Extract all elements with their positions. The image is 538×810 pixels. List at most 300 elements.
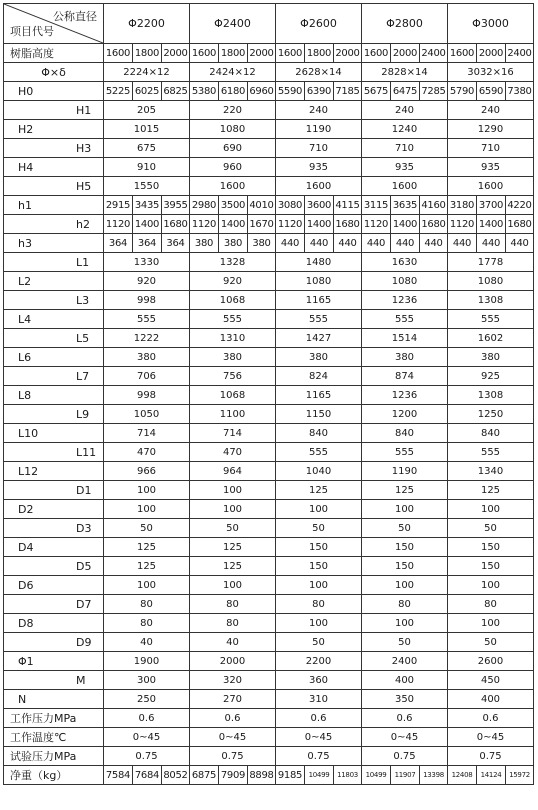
table-cell: 1600 bbox=[362, 44, 391, 63]
table-cell: 714 bbox=[104, 424, 190, 443]
table-cell: 8898 bbox=[248, 766, 276, 785]
table-cell: 380 bbox=[104, 348, 190, 367]
spec-table bbox=[3, 3, 534, 785]
table-cell: 310 bbox=[276, 690, 362, 709]
row-label: D4 bbox=[4, 538, 104, 557]
table-cell: 125 bbox=[104, 557, 190, 576]
table-cell: 1600 bbox=[276, 177, 362, 196]
table-cell: 80 bbox=[104, 614, 190, 633]
table-cell: 100 bbox=[276, 614, 362, 633]
table-cell: 7285 bbox=[420, 82, 448, 101]
row-label: L12 bbox=[4, 462, 104, 481]
table-cell: 440 bbox=[506, 234, 534, 253]
table-cell: 1600 bbox=[448, 44, 477, 63]
row-label: D5 bbox=[4, 557, 104, 576]
table-cell: 100 bbox=[276, 576, 362, 595]
table-cell: 50 bbox=[362, 633, 448, 652]
table-row bbox=[4, 557, 534, 576]
table-cell: 0.75 bbox=[190, 747, 276, 766]
row-label: h3 bbox=[4, 234, 104, 253]
table-cell: 998 bbox=[104, 386, 190, 405]
table-cell: 80 bbox=[190, 614, 276, 633]
table-cell: 1550 bbox=[104, 177, 190, 196]
table-row bbox=[4, 728, 534, 747]
table-cell: 1602 bbox=[448, 329, 534, 348]
row-label: H4 bbox=[4, 158, 104, 177]
row-label: M bbox=[4, 671, 104, 690]
table-cell: 1480 bbox=[276, 253, 362, 272]
row-label: L7 bbox=[4, 367, 104, 386]
table-cell: 1800 bbox=[133, 44, 162, 63]
table-row bbox=[4, 405, 534, 424]
table-cell: 0.6 bbox=[190, 709, 276, 728]
table-cell: 1340 bbox=[448, 462, 534, 481]
table-cell: 360 bbox=[276, 671, 362, 690]
table-cell: 1050 bbox=[104, 405, 190, 424]
table-cell: 470 bbox=[190, 443, 276, 462]
table-cell: 80 bbox=[190, 595, 276, 614]
table-cell: 7909 bbox=[219, 766, 248, 785]
table-cell: 100 bbox=[104, 576, 190, 595]
table-cell: 935 bbox=[276, 158, 362, 177]
table-cell: 756 bbox=[190, 367, 276, 386]
row-label: 工作压力MPa bbox=[4, 709, 104, 728]
table-cell: 2000 bbox=[477, 44, 506, 63]
table-cell: 555 bbox=[362, 310, 448, 329]
table-cell: 380 bbox=[219, 234, 248, 253]
table-cell: 840 bbox=[362, 424, 448, 443]
table-cell: 710 bbox=[448, 139, 534, 158]
table-row bbox=[4, 766, 534, 785]
table-cell: 1190 bbox=[362, 462, 448, 481]
table-row bbox=[4, 633, 534, 652]
table-cell: 400 bbox=[362, 671, 448, 690]
table-cell: 380 bbox=[448, 348, 534, 367]
table-cell: 440 bbox=[448, 234, 477, 253]
row-label: h2 bbox=[4, 215, 104, 234]
table-cell: 6590 bbox=[477, 82, 506, 101]
table-row bbox=[4, 462, 534, 481]
table-cell: 50 bbox=[276, 519, 362, 538]
table-cell: 1670 bbox=[248, 215, 276, 234]
table-cell: 50 bbox=[448, 519, 534, 538]
table-cell: 1600 bbox=[190, 177, 276, 196]
table-cell: 3955 bbox=[162, 196, 190, 215]
table-cell: 1120 bbox=[362, 215, 391, 234]
table-cell: 3032×16 bbox=[448, 63, 534, 82]
table-cell: 50 bbox=[104, 519, 190, 538]
table-cell: 350 bbox=[362, 690, 448, 709]
table-cell: 440 bbox=[362, 234, 391, 253]
table-cell: 4160 bbox=[420, 196, 448, 215]
table-cell: 240 bbox=[448, 101, 534, 120]
table-cell: 0~45 bbox=[276, 728, 362, 747]
table-cell: 555 bbox=[448, 310, 534, 329]
table-cell: 1120 bbox=[276, 215, 305, 234]
table-cell: 1200 bbox=[362, 405, 448, 424]
table-cell: 1680 bbox=[334, 215, 362, 234]
table-row bbox=[4, 348, 534, 367]
table-cell: 1068 bbox=[190, 386, 276, 405]
table-cell: 240 bbox=[276, 101, 362, 120]
table-cell: 2828×14 bbox=[362, 63, 448, 82]
table-cell: 15972 bbox=[506, 766, 534, 785]
table-row bbox=[4, 671, 534, 690]
table-cell: 8052 bbox=[162, 766, 190, 785]
table-cell: 706 bbox=[104, 367, 190, 386]
table-row bbox=[4, 709, 534, 728]
table-cell: 2600 bbox=[448, 652, 534, 671]
table-row bbox=[4, 500, 534, 519]
table-cell: 12408 bbox=[448, 766, 477, 785]
table-cell: 380 bbox=[276, 348, 362, 367]
table-cell: 440 bbox=[276, 234, 305, 253]
table-cell: 1600 bbox=[190, 44, 219, 63]
table-row bbox=[4, 234, 534, 253]
table-row bbox=[4, 576, 534, 595]
row-label: L2 bbox=[4, 272, 104, 291]
row-label: 试验压力MPa bbox=[4, 747, 104, 766]
table-cell: 1190 bbox=[276, 120, 362, 139]
row-label: L6 bbox=[4, 348, 104, 367]
header-diameter-cell: Φ3000 bbox=[448, 4, 534, 44]
table-cell: 1080 bbox=[190, 120, 276, 139]
row-label: H5 bbox=[4, 177, 104, 196]
table-cell: 925 bbox=[448, 367, 534, 386]
table-cell: 1800 bbox=[305, 44, 334, 63]
table-cell: 1165 bbox=[276, 291, 362, 310]
table-cell: 380 bbox=[190, 348, 276, 367]
row-label: D2 bbox=[4, 500, 104, 519]
table-cell: 100 bbox=[362, 500, 448, 519]
table-cell: 80 bbox=[104, 595, 190, 614]
table-cell: 3435 bbox=[133, 196, 162, 215]
table-cell: 5790 bbox=[448, 82, 477, 101]
table-cell: 2000 bbox=[162, 44, 190, 63]
table-cell: 5590 bbox=[276, 82, 305, 101]
table-cell: 50 bbox=[190, 519, 276, 538]
row-label: L1 bbox=[4, 253, 104, 272]
table-row bbox=[4, 424, 534, 443]
table-cell: 2000 bbox=[391, 44, 420, 63]
table-cell: 840 bbox=[448, 424, 534, 443]
table-row bbox=[4, 177, 534, 196]
table-cell: 555 bbox=[190, 310, 276, 329]
table-row bbox=[4, 101, 534, 120]
table-row bbox=[4, 614, 534, 633]
table-row bbox=[4, 690, 534, 709]
table-cell: 100 bbox=[362, 576, 448, 595]
table-cell: 0~45 bbox=[362, 728, 448, 747]
table-row bbox=[4, 272, 534, 291]
table-cell: 824 bbox=[276, 367, 362, 386]
table-cell: 125 bbox=[190, 538, 276, 557]
row-label: D9 bbox=[4, 633, 104, 652]
table-cell: 4220 bbox=[506, 196, 534, 215]
table-cell: 80 bbox=[276, 595, 362, 614]
row-label: N bbox=[4, 690, 104, 709]
table-cell: 9185 bbox=[276, 766, 305, 785]
row-label: D6 bbox=[4, 576, 104, 595]
table-cell: 7185 bbox=[334, 82, 362, 101]
table-cell: 1308 bbox=[448, 386, 534, 405]
table-cell: 1680 bbox=[162, 215, 190, 234]
table-cell: 6180 bbox=[219, 82, 248, 101]
table-cell: 1600 bbox=[276, 44, 305, 63]
table-row bbox=[4, 519, 534, 538]
table-cell: 40 bbox=[104, 633, 190, 652]
row-label: L4 bbox=[4, 310, 104, 329]
table-cell: 5380 bbox=[190, 82, 219, 101]
row-label: D3 bbox=[4, 519, 104, 538]
table-cell: 1778 bbox=[448, 253, 534, 272]
table-cell: 0.6 bbox=[448, 709, 534, 728]
table-cell: 1080 bbox=[362, 272, 448, 291]
table-cell: 1165 bbox=[276, 386, 362, 405]
row-label: Φ×δ bbox=[4, 63, 104, 82]
table-cell: 150 bbox=[448, 557, 534, 576]
table-cell: 1330 bbox=[104, 253, 190, 272]
table-cell: 320 bbox=[190, 671, 276, 690]
row-label: L10 bbox=[4, 424, 104, 443]
table-cell: 450 bbox=[448, 671, 534, 690]
table-cell: 7380 bbox=[506, 82, 534, 101]
table-cell: 440 bbox=[420, 234, 448, 253]
table-cell: 380 bbox=[362, 348, 448, 367]
table-cell: 10499 bbox=[305, 766, 334, 785]
table-cell: 380 bbox=[190, 234, 219, 253]
table-cell: 0~45 bbox=[448, 728, 534, 747]
table-cell: 710 bbox=[362, 139, 448, 158]
table-row bbox=[4, 158, 534, 177]
table-cell: 100 bbox=[448, 500, 534, 519]
row-label: L5 bbox=[4, 329, 104, 348]
table-cell: 555 bbox=[448, 443, 534, 462]
table-cell: 2400 bbox=[362, 652, 448, 671]
table-cell: 1600 bbox=[362, 177, 448, 196]
table-cell: 1630 bbox=[362, 253, 448, 272]
table-cell: 1236 bbox=[362, 291, 448, 310]
table-row bbox=[4, 310, 534, 329]
table-cell: 1308 bbox=[448, 291, 534, 310]
table-cell: 440 bbox=[334, 234, 362, 253]
table-cell: 1120 bbox=[104, 215, 133, 234]
table-cell: 5675 bbox=[362, 82, 391, 101]
table-cell: 3080 bbox=[276, 196, 305, 215]
table-cell: 80 bbox=[448, 595, 534, 614]
table-cell: 1240 bbox=[362, 120, 448, 139]
table-cell: 555 bbox=[362, 443, 448, 462]
table-cell: 0~45 bbox=[190, 728, 276, 747]
header-item-code-label: 项目代号 bbox=[10, 25, 54, 38]
table-cell: 125 bbox=[104, 538, 190, 557]
row-label: H1 bbox=[4, 101, 104, 120]
table-cell: 4010 bbox=[248, 196, 276, 215]
table-row bbox=[4, 44, 534, 63]
table-cell: 6390 bbox=[305, 82, 334, 101]
table-cell: 380 bbox=[248, 234, 276, 253]
table-cell: 240 bbox=[362, 101, 448, 120]
table-cell: 2400 bbox=[506, 44, 534, 63]
table-cell: 0.6 bbox=[276, 709, 362, 728]
table-cell: 874 bbox=[362, 367, 448, 386]
table-cell: 1040 bbox=[276, 462, 362, 481]
table-cell: 920 bbox=[104, 272, 190, 291]
table-cell: 220 bbox=[190, 101, 276, 120]
table-row bbox=[4, 139, 534, 158]
table-row bbox=[4, 329, 534, 348]
table-cell: 1680 bbox=[420, 215, 448, 234]
table-cell: 150 bbox=[276, 538, 362, 557]
table-cell: 440 bbox=[305, 234, 334, 253]
table-cell: 440 bbox=[391, 234, 420, 253]
table-cell: 364 bbox=[162, 234, 190, 253]
table-cell: 1120 bbox=[448, 215, 477, 234]
row-label: 树脂高度 bbox=[4, 44, 104, 63]
header-diameter-cell: Φ2600 bbox=[276, 4, 362, 44]
table-cell: 2224×12 bbox=[104, 63, 190, 82]
table-cell: 1100 bbox=[190, 405, 276, 424]
table-cell: 150 bbox=[448, 538, 534, 557]
header-corner-cell bbox=[4, 4, 104, 44]
row-label: h1 bbox=[4, 196, 104, 215]
table-row bbox=[4, 652, 534, 671]
table-cell: 960 bbox=[190, 158, 276, 177]
table-cell: 1080 bbox=[276, 272, 362, 291]
table-cell: 250 bbox=[104, 690, 190, 709]
table-cell: 6875 bbox=[190, 766, 219, 785]
row-label: D1 bbox=[4, 481, 104, 500]
row-label: L8 bbox=[4, 386, 104, 405]
table-cell: 125 bbox=[190, 557, 276, 576]
table-cell: 1600 bbox=[104, 44, 133, 63]
table-row bbox=[4, 595, 534, 614]
table-cell: 100 bbox=[190, 576, 276, 595]
table-cell: 0.6 bbox=[104, 709, 190, 728]
table-cell: 1150 bbox=[276, 405, 362, 424]
table-cell: 7584 bbox=[104, 766, 133, 785]
table-cell: 998 bbox=[104, 291, 190, 310]
table-cell: 50 bbox=[448, 633, 534, 652]
table-cell: 935 bbox=[448, 158, 534, 177]
row-label: Φ1 bbox=[4, 652, 104, 671]
table-row bbox=[4, 215, 534, 234]
row-label: L11 bbox=[4, 443, 104, 462]
header-diameter-cell: Φ2400 bbox=[190, 4, 276, 44]
table-cell: 714 bbox=[190, 424, 276, 443]
table-cell: 125 bbox=[362, 481, 448, 500]
table-cell: 840 bbox=[276, 424, 362, 443]
table-cell: 100 bbox=[362, 614, 448, 633]
table-cell: 910 bbox=[104, 158, 190, 177]
table-cell: 6025 bbox=[133, 82, 162, 101]
table-cell: 2200 bbox=[276, 652, 362, 671]
table-row bbox=[4, 443, 534, 462]
table-cell: 555 bbox=[104, 310, 190, 329]
table-cell: 3500 bbox=[219, 196, 248, 215]
table-cell: 100 bbox=[104, 500, 190, 519]
table-row bbox=[4, 367, 534, 386]
table-row bbox=[4, 481, 534, 500]
row-label: L9 bbox=[4, 405, 104, 424]
table-cell: 50 bbox=[276, 633, 362, 652]
table-cell: 3115 bbox=[362, 196, 391, 215]
row-label: 净重（kg） bbox=[4, 766, 104, 785]
table-cell: 11803 bbox=[334, 766, 362, 785]
table-cell: 1400 bbox=[391, 215, 420, 234]
table-cell: 125 bbox=[276, 481, 362, 500]
table-row bbox=[4, 253, 534, 272]
table-cell: 1222 bbox=[104, 329, 190, 348]
table-cell: 364 bbox=[104, 234, 133, 253]
table-cell: 1400 bbox=[133, 215, 162, 234]
table-cell: 4115 bbox=[334, 196, 362, 215]
table-cell: 6960 bbox=[248, 82, 276, 101]
table-cell: 7684 bbox=[133, 766, 162, 785]
table-cell: 0.75 bbox=[448, 747, 534, 766]
table-cell: 100 bbox=[448, 614, 534, 633]
table-cell: 100 bbox=[190, 481, 276, 500]
table-cell: 555 bbox=[276, 310, 362, 329]
header-diameter-cell: Φ2200 bbox=[104, 4, 190, 44]
table-cell: 5225 bbox=[104, 82, 133, 101]
table-cell: 100 bbox=[104, 481, 190, 500]
table-cell: 2000 bbox=[334, 44, 362, 63]
table-cell: 300 bbox=[104, 671, 190, 690]
table-cell: 0.75 bbox=[104, 747, 190, 766]
row-label: L3 bbox=[4, 291, 104, 310]
table-cell: 2424×12 bbox=[190, 63, 276, 82]
table-cell: 11907 bbox=[391, 766, 420, 785]
table-cell: 1900 bbox=[104, 652, 190, 671]
table-cell: 675 bbox=[104, 139, 190, 158]
table-cell: 0~45 bbox=[104, 728, 190, 747]
table-cell: 2628×14 bbox=[276, 63, 362, 82]
table-cell: 690 bbox=[190, 139, 276, 158]
table-cell: 0.6 bbox=[362, 709, 448, 728]
table-row bbox=[4, 196, 534, 215]
table-cell: 14124 bbox=[477, 766, 506, 785]
table-cell: 1600 bbox=[448, 177, 534, 196]
table-cell: 2400 bbox=[420, 44, 448, 63]
header-diameter-cell: Φ2800 bbox=[362, 4, 448, 44]
table-row bbox=[4, 291, 534, 310]
table-cell: 40 bbox=[190, 633, 276, 652]
row-label: D8 bbox=[4, 614, 104, 633]
table-cell: 2000 bbox=[248, 44, 276, 63]
table-cell: 150 bbox=[362, 538, 448, 557]
table-cell: 270 bbox=[190, 690, 276, 709]
row-label: D7 bbox=[4, 595, 104, 614]
table-row bbox=[4, 120, 534, 139]
table-cell: 440 bbox=[477, 234, 506, 253]
table-cell: 966 bbox=[104, 462, 190, 481]
table-row bbox=[4, 747, 534, 766]
table-cell: 400 bbox=[448, 690, 534, 709]
table-cell: 1680 bbox=[506, 215, 534, 234]
table-cell: 1800 bbox=[219, 44, 248, 63]
table-row bbox=[4, 82, 534, 101]
table-cell: 1400 bbox=[219, 215, 248, 234]
table-cell: 3635 bbox=[391, 196, 420, 215]
table-cell: 6475 bbox=[391, 82, 420, 101]
table-cell: 1427 bbox=[276, 329, 362, 348]
table-cell: 10499 bbox=[362, 766, 391, 785]
table-cell: 1068 bbox=[190, 291, 276, 310]
table-cell: 1236 bbox=[362, 386, 448, 405]
row-label: H3 bbox=[4, 139, 104, 158]
table-cell: 1328 bbox=[190, 253, 276, 272]
